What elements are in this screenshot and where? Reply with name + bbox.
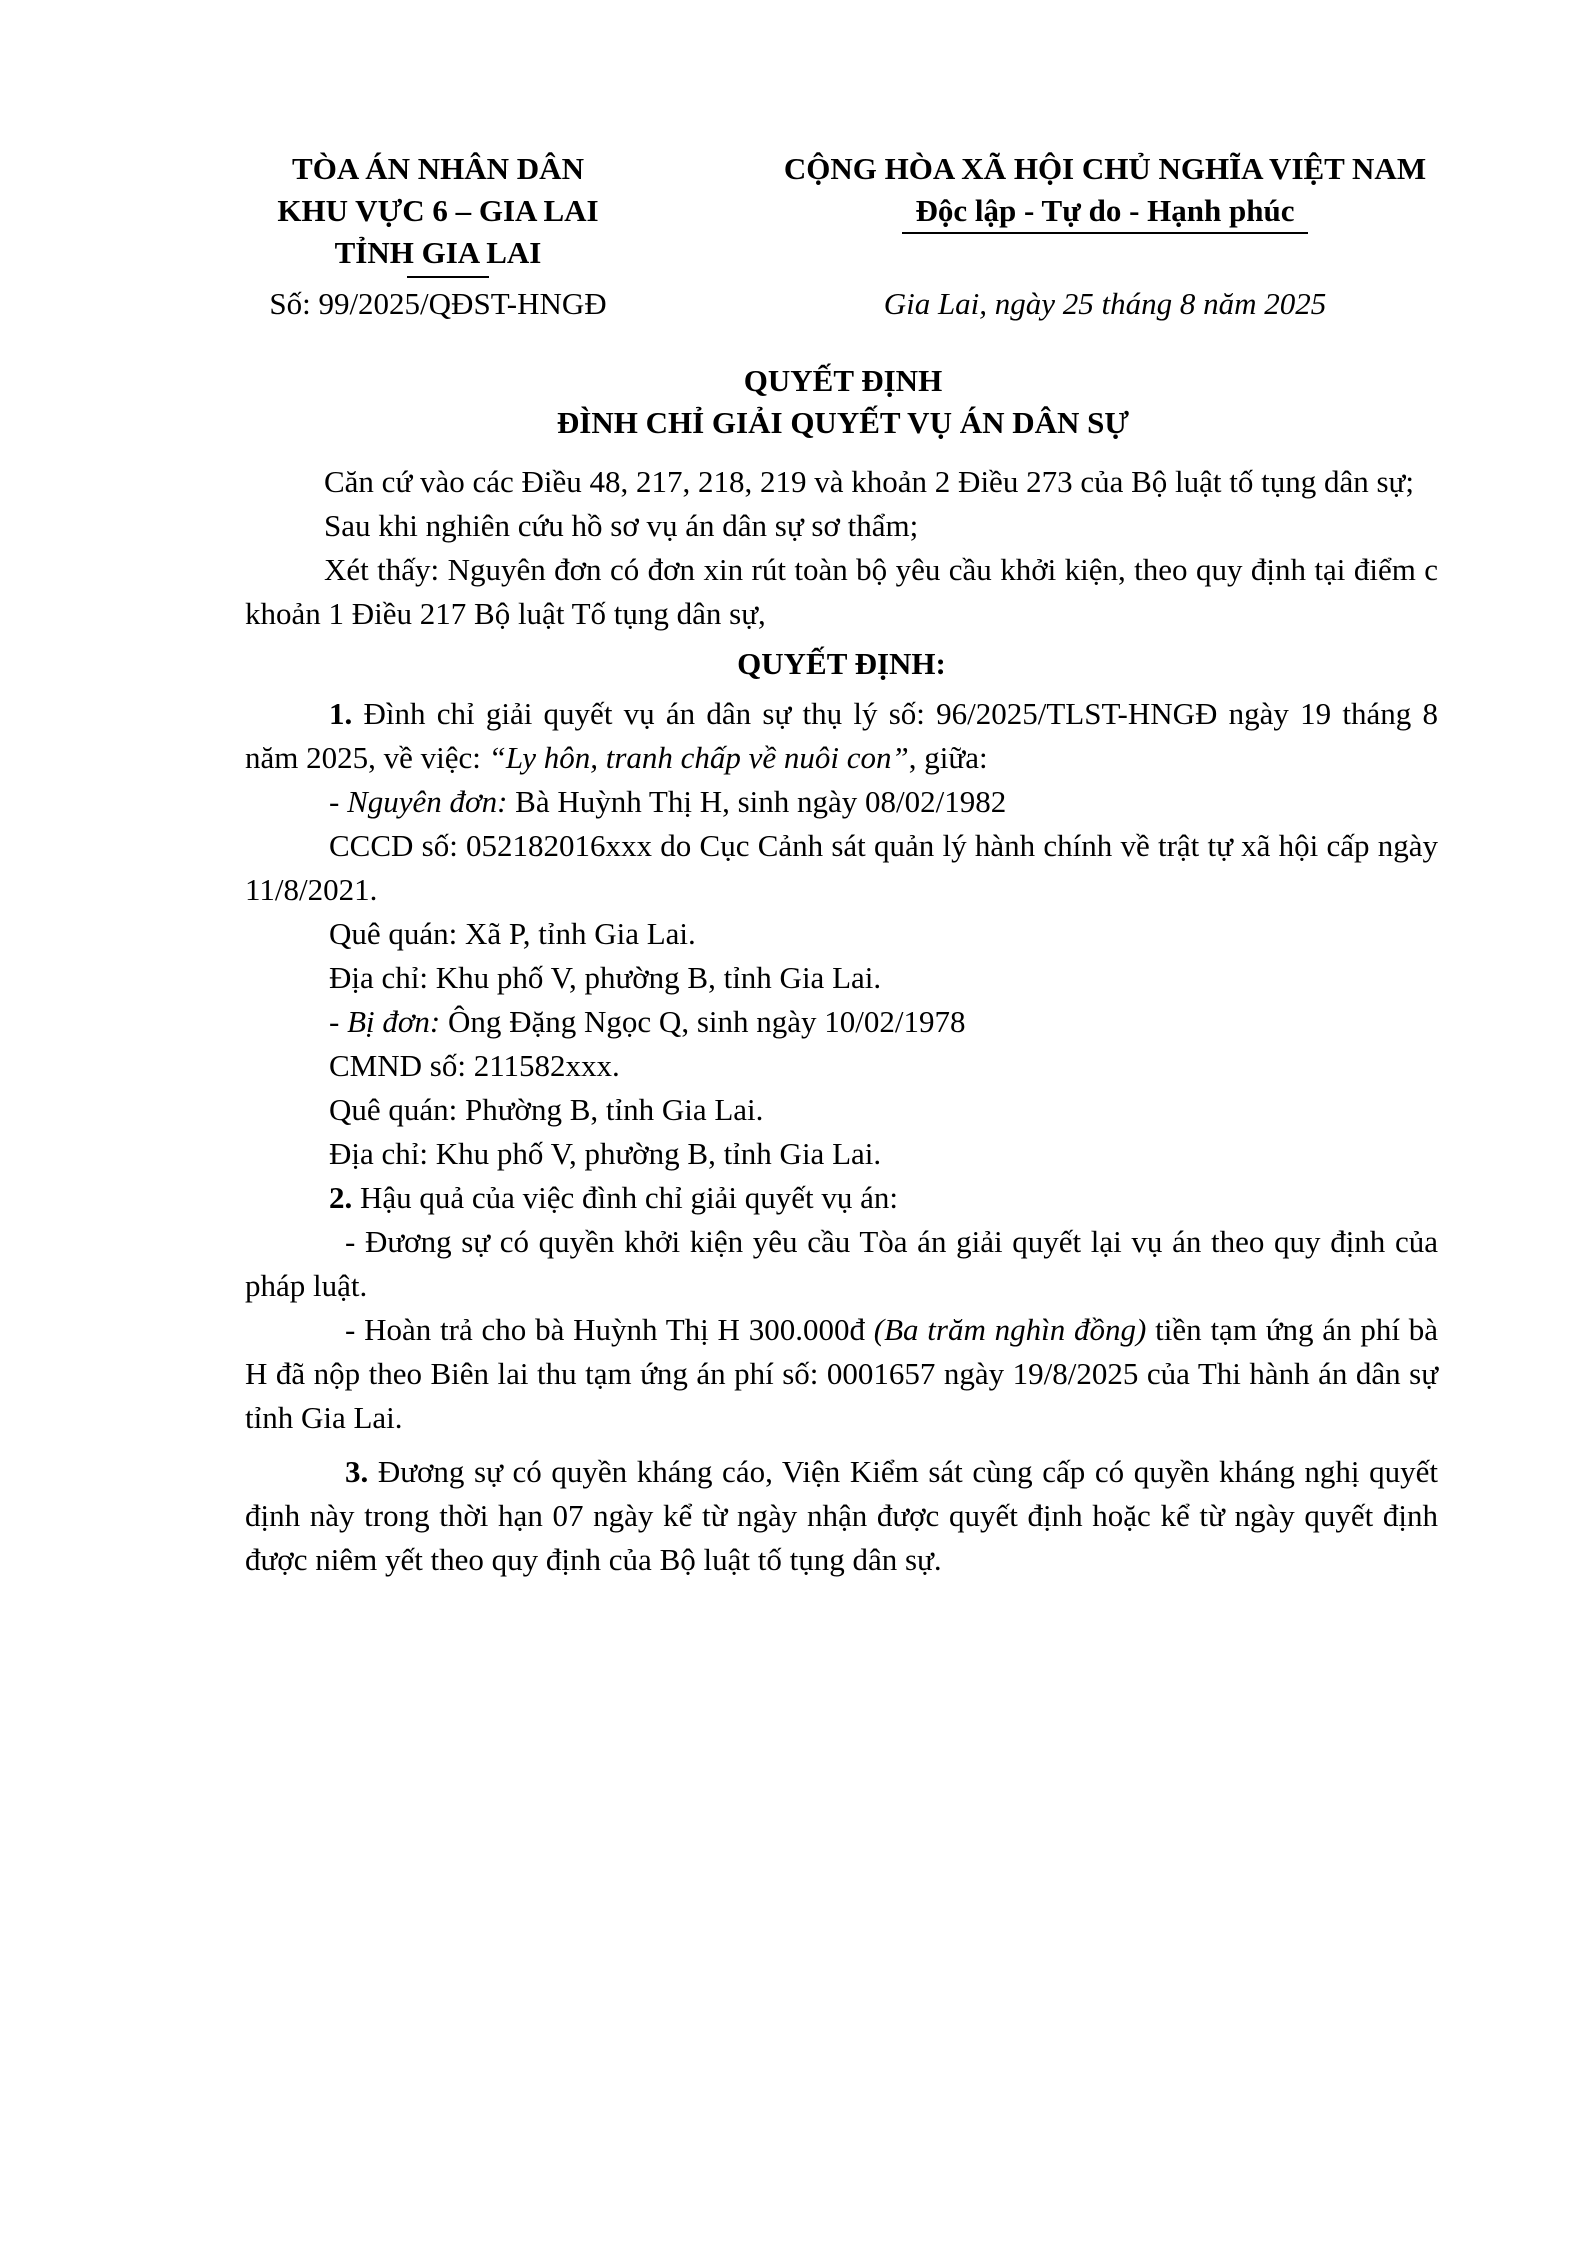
national-motto-underline: [902, 232, 1308, 234]
defendant-label: - Bị đơn:: [329, 1004, 441, 1039]
plaintiff-name: Bà Huỳnh Thị H, sinh ngày 08/02/1982: [507, 784, 1007, 819]
case-subject: “Ly hôn, tranh chấp về nuôi con”: [488, 740, 909, 775]
refund-text-after: tiền tạm ứng án phí bà H đã nộp theo Biên lai thu tạm ứng án phí số: 0001657 ngày 19/8/2025 của Thi hành án dân sự tỉnh Gia Lai.: [245, 1312, 1439, 1435]
plaintiff-line: [245, 780, 1438, 824]
national-header: [730, 148, 1480, 234]
section-1-text-after: , giữa:: [908, 740, 988, 775]
defendant-address: Địa chỉ: Khu phố V, phường B, tỉnh Gia Lai.: [329, 1136, 882, 1171]
defendant-line: [245, 1000, 1438, 1044]
court-name-line2: KHU VỰC 6 – GIA LAI: [277, 193, 599, 228]
decision-heading: QUYẾT ĐỊNH:: [737, 646, 946, 681]
document-date: Gia Lai, ngày 25 tháng 8 năm 2025: [883, 286, 1327, 321]
preamble-review: Sau khi nghiên cứu hồ sơ vụ án dân sự sơ thẩm;: [324, 508, 919, 543]
section-1-number: 1.: [329, 696, 353, 731]
preamble-legal-basis: Căn cứ vào các Điều 48, 217, 218, 219 và khoản 2 Điều 273 của Bộ luật tố tụng dân sự;: [324, 464, 1414, 499]
refund-text: - Hoàn trả cho bà Huỳnh Thị H 300.000đ: [345, 1312, 874, 1347]
section-3-number: 3.: [345, 1454, 369, 1489]
section-2: [245, 1176, 1438, 1220]
section-2-item-2: [245, 1308, 1438, 1440]
document-body: [245, 460, 1438, 1582]
section-2-number: 2.: [329, 1180, 353, 1215]
section-2-item-1: - Đương sự có quyền khởi kiện yêu cầu Tòa án giải quyết lại vụ án theo quy định của pháp luật.: [245, 1224, 1438, 1303]
court-header: [228, 148, 648, 278]
section-2-text: Hậu quả của việc đình chỉ giải quyết vụ án:: [352, 1180, 899, 1215]
defendant-id: CMND số: 211582xxx.: [329, 1048, 620, 1083]
national-motto: Độc lập - Tự do - Hạnh phúc: [915, 193, 1295, 228]
plaintiff-hometown: Quê quán: Xã P, tỉnh Gia Lai.: [329, 916, 696, 951]
section-3: [245, 1450, 1438, 1582]
section-1-text: Đình chỉ giải quyết vụ án dân sự thụ lý số: 96/2025/TLST-HNGĐ ngày 19 tháng 8 năm 2025, về việc:: [245, 696, 1438, 775]
plaintiff-label: - Nguyên đơn:: [329, 784, 508, 819]
preamble-finding: Xét thấy: Nguyên đơn có đơn xin rút toàn bộ yêu cầu khởi kiện, theo quy định tại điểm c khoản 1 Điều 217 Bộ luật Tố tụng dân sự,: [245, 552, 1438, 631]
section-3-text: Đương sự có quyền kháng cáo, Viện Kiểm sát cùng cấp có quyền kháng nghị quyết định này trong thời hạn 07 ngày kể từ ngày nhận được quyết định hoặc kể từ ngày quyết định được niêm yết theo quy định của Bộ luật tố tụng dân sự.: [245, 1454, 1438, 1577]
court-header-underline: [407, 276, 489, 278]
defendant-hometown: Quê quán: Phường B, tỉnh Gia Lai.: [329, 1092, 764, 1127]
section-1: [245, 692, 1438, 780]
title-line2: ĐÌNH CHỈ GIẢI QUYẾT VỤ ÁN DÂN SỰ: [556, 405, 1130, 440]
document-number: Số: 99/2025/QĐST-HNGĐ: [269, 286, 607, 321]
plaintiff-id: CCCD số: 052182016xxx do Cục Cảnh sát quản lý hành chính về trật tự xã hội cấp ngày 11/8/2021.: [245, 828, 1438, 907]
defendant-name: Ông Đặng Ngọc Q, sinh ngày 10/02/1978: [440, 1004, 966, 1039]
plaintiff-address: Địa chỉ: Khu phố V, phường B, tỉnh Gia Lai.: [329, 960, 882, 995]
title-line1: QUYẾT ĐỊNH: [743, 363, 943, 398]
document-title: [240, 360, 1446, 444]
national-title: CỘNG HÒA XÃ HỘI CHỦ NGHĨA VIỆT NAM: [783, 151, 1427, 186]
refund-amount-words: (Ba trăm nghìn đồng): [873, 1312, 1147, 1347]
court-name-line1: TÒA ÁN NHÂN DÂN: [292, 151, 584, 186]
court-name-line3: TỈNH GIA LAI: [334, 235, 542, 270]
